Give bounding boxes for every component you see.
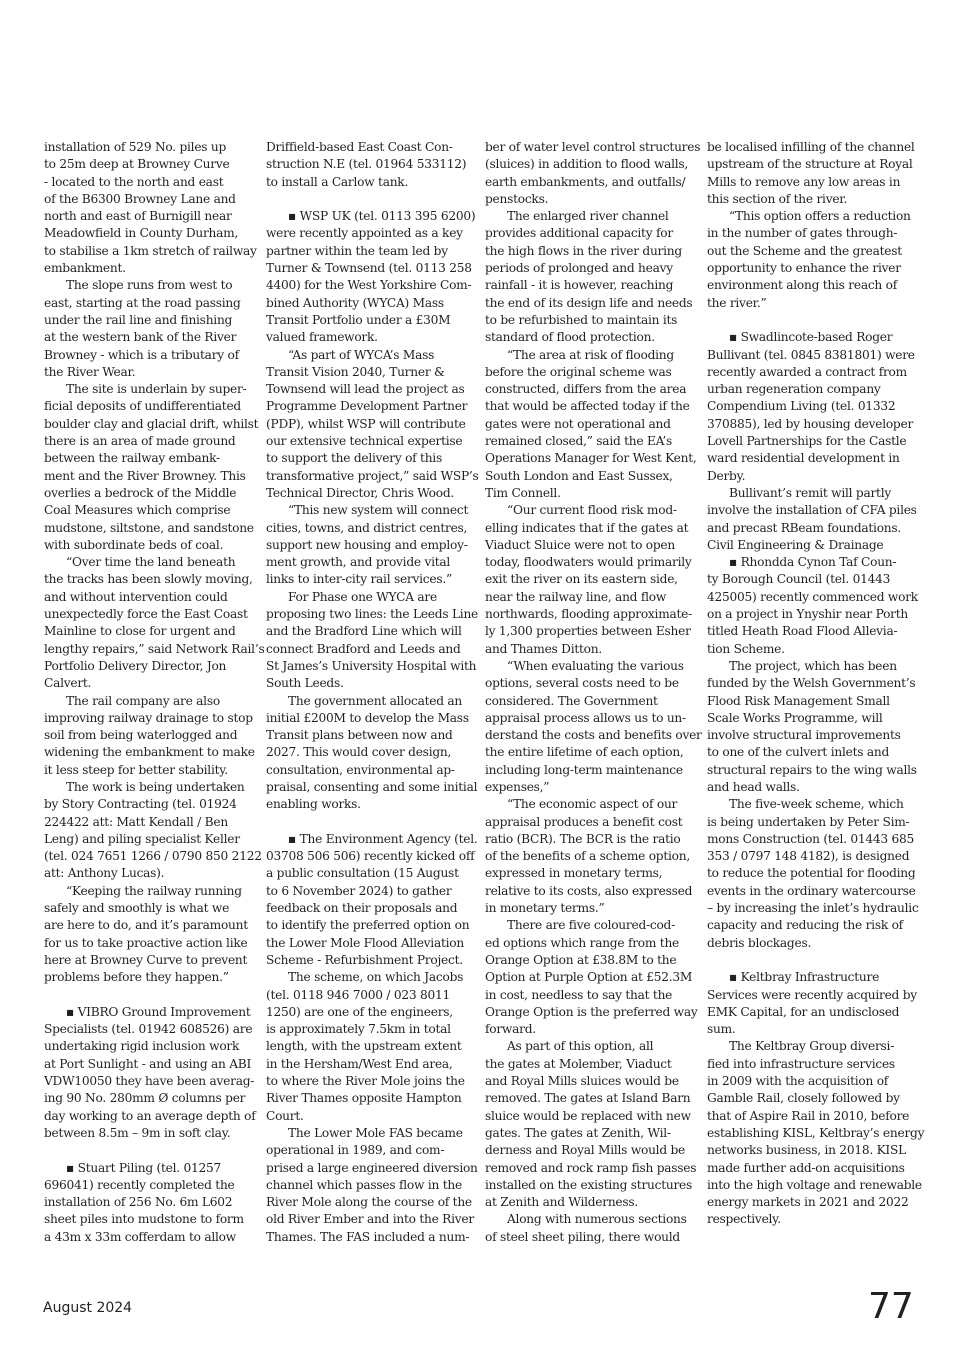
text-line: installation of 529 No. piles up xyxy=(44,140,227,154)
text-line: Scheme - Refurbishment Project. xyxy=(266,952,463,967)
text-line: Option at Purple Option at £52.3M xyxy=(485,970,693,985)
text-line: length, with the upstream extent xyxy=(266,1039,462,1054)
text-line: a public consultation (15 August xyxy=(266,866,459,881)
text-line: respectively. xyxy=(707,1212,781,1227)
text-line: prised a large engineered diversion xyxy=(266,1160,478,1175)
text-line: overlies a bedrock of the Middle xyxy=(44,485,237,500)
text-line: The Keltbray Group diversi- xyxy=(729,1039,895,1054)
text-line: widening the embankment to make xyxy=(44,745,255,760)
text-line: “This new system will connect xyxy=(288,503,469,518)
article-paragraph xyxy=(707,139,921,208)
text-line: the Lower Mole Flood Alleviation xyxy=(266,935,464,950)
text-line: 03708 506 506) recently kicked off xyxy=(266,849,475,864)
text-line: ratio (BCR). The BCR is the ratio xyxy=(485,831,681,846)
text-line: Meadowfield in County Durham, xyxy=(44,226,239,241)
article-paragraph xyxy=(707,329,921,485)
text-line: There are five coloured-cod- xyxy=(507,918,675,933)
text-line: Turner & Townsend (tel. 0113 258 xyxy=(266,261,472,276)
text-line: sum. xyxy=(707,1022,736,1037)
column-4 xyxy=(707,139,925,1229)
text-line: The scheme, on which Jacobs xyxy=(288,970,464,985)
text-line: 425005) recently commenced work xyxy=(707,589,918,604)
article-paragraph xyxy=(266,831,480,969)
text-line: Portfolio Delivery Director, Jon xyxy=(44,658,227,673)
text-line: expenses,” xyxy=(485,779,550,794)
article-paragraph xyxy=(266,139,480,191)
text-line: energy markets in 2021 and 2022 xyxy=(707,1195,909,1210)
text-line: in monetary terms.” xyxy=(485,901,605,916)
text-line: northwards, flooding approximate- xyxy=(485,607,693,622)
text-line: installation of 256 No. 6m L602 xyxy=(44,1195,233,1210)
text-line: the River Wear. xyxy=(44,364,136,379)
text-line: Mainline to close for urgent and xyxy=(44,624,236,639)
text-line: support new housing and employ- xyxy=(266,537,468,552)
text-line: a 43m x 33m cofferdam to allow xyxy=(44,1229,236,1244)
text-line: this section of the river. xyxy=(707,191,848,206)
text-line: lengthy repairs,” said Network Rail’s xyxy=(44,641,265,656)
text-line: EMK Capital, for an undisclosed xyxy=(707,1004,900,1019)
text-line: cities, towns, and district centres, xyxy=(266,520,468,535)
article-paragraph xyxy=(485,796,699,917)
text-line: gates. The gates at Zenith, Wil- xyxy=(485,1125,671,1140)
text-line: River Thames opposite Hampton xyxy=(266,1091,462,1106)
article-paragraph xyxy=(485,1211,699,1246)
text-line: problems before they happen.” xyxy=(44,970,229,985)
text-line: – by increasing the inlet’s hydraulic xyxy=(707,901,919,916)
text-line: opportunity to enhance the river xyxy=(707,261,901,276)
text-line: to stabilise a 1km stretch of railway xyxy=(44,243,257,258)
article-paragraph xyxy=(266,1125,480,1246)
text-line: to install a Carlow tank. xyxy=(266,174,409,189)
text-line: our extensive technical expertise xyxy=(266,434,463,449)
article-paragraph xyxy=(44,693,258,779)
text-line: in the Hersham/West End area, xyxy=(266,1056,453,1071)
text-line: Operations Manager for West Kent, xyxy=(485,451,697,466)
text-line: Coal Measures which comprise xyxy=(44,503,231,518)
text-line: the gates at Molember, Viaduct xyxy=(485,1056,672,1071)
text-line: The government allocated an xyxy=(288,693,463,708)
text-line: enabling works. xyxy=(266,797,361,812)
text-line: valued framework. xyxy=(266,330,378,345)
text-line: and Royal Mills sluices would be xyxy=(485,1074,679,1089)
article-paragraph xyxy=(707,1038,925,1228)
text-line: “Our current flood risk mod- xyxy=(507,503,677,518)
text-line: improving railway drainage to stop xyxy=(44,710,253,725)
text-line: elling indicates that if the gates at xyxy=(485,520,689,535)
text-line: to one of the culvert inlets and xyxy=(707,745,890,760)
text-line: old River Ember and into the River xyxy=(266,1212,474,1227)
text-line: tion Scheme. xyxy=(707,641,785,656)
text-line: The five-week scheme, which xyxy=(729,797,904,812)
text-line: Mills to remove any low areas in xyxy=(707,174,901,189)
text-line: ▪ Stuart Piling (tel. 01257 xyxy=(66,1160,222,1175)
article-paragraph xyxy=(44,277,258,381)
text-line: ficial deposits of undifferentiated xyxy=(44,399,241,414)
text-line: expressed in monetary terms, xyxy=(485,866,663,881)
text-line: to 6 November 2024) to gather xyxy=(266,883,452,898)
text-line: installed on the existing structures xyxy=(485,1177,692,1192)
article-paragraph xyxy=(44,381,258,554)
column-1 xyxy=(44,139,265,1246)
text-line: Flood Risk Management Small xyxy=(707,693,890,708)
text-line: east, starting at the road passing xyxy=(44,295,241,310)
text-line: appraisal process allows us to un- xyxy=(485,710,686,725)
text-line: there is an area of made ground xyxy=(44,434,236,449)
text-line: at the western bank of the River xyxy=(44,330,237,345)
text-line: att: Anthony Lucas). xyxy=(44,866,165,881)
text-line: The slope runs from west to xyxy=(66,278,233,293)
text-line: in cost, needless to say that the xyxy=(485,987,673,1002)
text-line: at Zenith and Wilderness. xyxy=(485,1195,639,1210)
text-line: into the high voltage and renewable xyxy=(707,1177,922,1192)
text-line: The work is being undertaken xyxy=(66,779,245,794)
text-line: “Over time the land beneath xyxy=(66,555,236,570)
text-line: forward. xyxy=(485,1022,536,1037)
text-line: and the Bradford Line which will xyxy=(266,624,462,639)
article-paragraph xyxy=(707,537,921,554)
text-line: VDW10050 they have been averag- xyxy=(44,1074,255,1089)
text-line: Bullivant (tel. 0845 8381801) were xyxy=(707,347,915,362)
text-line: Transit Portfolio under a £30M xyxy=(266,312,451,327)
text-line: upstream of the structure at Royal xyxy=(707,157,913,172)
text-line: provides additional capacity for xyxy=(485,226,673,241)
text-line: partner within the team led by xyxy=(266,243,448,258)
text-line: 696041) recently completed the xyxy=(44,1177,235,1192)
text-line: establishing KISL, Keltbray’s energy xyxy=(707,1125,925,1140)
text-line: the entire lifetime of each option, xyxy=(485,745,684,760)
text-line: involve structural improvements xyxy=(707,728,901,743)
text-line: mons Construction (tel. 01443 685 xyxy=(707,831,915,846)
text-line: channel which passes flow in the xyxy=(266,1177,462,1192)
text-line: titled Heath Road Flood Allevia- xyxy=(707,624,898,639)
article-paragraph xyxy=(266,693,480,814)
text-line: that of Aspire Rail in 2010, before xyxy=(707,1108,910,1123)
text-line: feedback on their proposals and xyxy=(266,901,458,916)
text-line: derstand the costs and benefits over xyxy=(485,728,702,743)
text-line: praisal, consenting and some initial xyxy=(266,779,478,794)
article-paragraph xyxy=(485,917,699,1038)
text-line: Townsend will lead the project as xyxy=(266,382,465,397)
text-line: earth embankments, and outfalls/ xyxy=(485,174,686,189)
text-line: to identify the preferred option on xyxy=(266,918,470,933)
text-line: out the Scheme and the greatest xyxy=(707,243,902,258)
text-line: before the original scheme was xyxy=(485,364,672,379)
text-line: the tracks has been slowly moving, xyxy=(44,572,253,587)
text-line: transformative project,” said WSP’s xyxy=(266,468,479,483)
text-line: of steel sheet piling, there would xyxy=(485,1229,680,1244)
text-line: by Story Contracting (tel. 01924 xyxy=(44,797,237,812)
text-line: unexpectedly force the East Coast xyxy=(44,607,248,622)
text-line: it less steep for better stability. xyxy=(44,762,228,777)
text-line: Specialists (tel. 01942 608526) are xyxy=(44,1022,253,1037)
text-line: here at Browney Curve to prevent xyxy=(44,952,248,967)
text-line: recently awarded a contract from xyxy=(707,364,907,379)
text-line: is being undertaken by Peter Sim- xyxy=(707,814,910,829)
article-paragraph xyxy=(44,779,262,883)
text-line: (PDP), whilst WSP will contribute xyxy=(266,416,466,431)
text-line: Driffield-based East Coast Con- xyxy=(266,140,453,154)
text-line: the river.” xyxy=(707,295,767,310)
text-line: Compendium Living (tel. 01332 xyxy=(707,399,896,414)
text-line: derness and Royal Mills would be xyxy=(485,1143,686,1158)
text-line: Scale Works Programme, will xyxy=(707,710,883,725)
text-line: to be refurbished to maintain its xyxy=(485,312,678,327)
text-line: (tel. 0118 946 7000 / 023 8011 xyxy=(266,987,451,1002)
text-line: Gamble Rail, closely followed by xyxy=(707,1091,900,1106)
text-line: safely and smoothly is what we xyxy=(44,901,230,916)
text-line: day working to an average depth of xyxy=(44,1108,256,1123)
text-line: 1250) are one of the engineers, xyxy=(266,1004,453,1019)
text-line: options, several costs need to be xyxy=(485,676,679,691)
text-line: The enlarged river channel xyxy=(507,209,669,224)
text-line: funded by the Welsh Government’s xyxy=(707,676,916,691)
article-paragraph xyxy=(44,554,265,692)
text-line: (sluices) in addition to flood walls, xyxy=(485,157,689,172)
text-line: ber of water level control structures xyxy=(485,140,701,154)
text-line: for us to take proactive action like xyxy=(44,935,248,950)
text-line: “This option offers a reduction xyxy=(729,209,911,224)
article-paragraph xyxy=(266,347,480,503)
text-line: fied into infrastructure services xyxy=(707,1056,895,1071)
text-line: proposing two lines: the Leeds Line xyxy=(266,607,478,622)
text-line: rainfall - it is however, reaching xyxy=(485,278,674,293)
text-line: “As part of WYCA’s Mass xyxy=(288,347,435,362)
article-paragraph xyxy=(707,969,921,1038)
text-line: the end of its design life and needs xyxy=(485,295,693,310)
article-paragraph xyxy=(44,139,258,277)
text-line: exit the river on its eastern side, xyxy=(485,572,678,587)
text-line: The Lower Mole FAS became xyxy=(288,1125,463,1140)
text-line: sheet piles into mudstone to form xyxy=(44,1212,244,1227)
text-line: including long-term maintenance xyxy=(485,762,683,777)
text-line: made further add-on acquisitions xyxy=(707,1160,905,1175)
text-line: Calvert. xyxy=(44,676,92,691)
text-line: of the benefits of a scheme option, xyxy=(485,849,690,864)
article-paragraph xyxy=(485,139,699,208)
page-number: 77 xyxy=(868,1286,914,1327)
text-line: to where the River Mole joins the xyxy=(266,1074,465,1089)
text-line: Civil Engineering & Drainage xyxy=(707,537,884,552)
text-line: The site is underlain by super- xyxy=(66,382,247,397)
text-line: ty Borough Council (tel. 01443 xyxy=(707,572,891,587)
text-line: links to inter-city rail services.” xyxy=(266,572,452,587)
text-line: embankment. xyxy=(44,261,126,276)
text-line: “The economic aspect of our xyxy=(507,797,678,812)
text-line: were recently appointed as a key xyxy=(266,226,463,241)
article-paragraph xyxy=(266,969,480,1125)
text-line: removed. The gates at Island Barn xyxy=(485,1091,691,1106)
text-line: ment growth, and provide vital xyxy=(266,555,451,570)
text-line: bined Authority (WYCA) Mass xyxy=(266,295,444,310)
text-line: ing 90 No. 280mm Ø columns per xyxy=(44,1091,246,1106)
text-line: networks business, in 2018. KISL xyxy=(707,1143,906,1158)
text-line: consultation, environmental ap- xyxy=(266,762,455,777)
text-line: at Port Sunlight - and using an ABI xyxy=(44,1056,252,1071)
text-line: is approximately 7.5km in total xyxy=(266,1022,451,1037)
text-line: Programme Development Partner xyxy=(266,399,468,414)
column-2 xyxy=(266,139,480,1246)
text-line: For Phase one WYCA are xyxy=(288,589,437,604)
article-paragraph xyxy=(485,658,702,796)
text-line: “When evaluating the various xyxy=(507,658,684,673)
text-line: Transit Vision 2040, Turner & xyxy=(266,364,445,379)
article-paragraph xyxy=(485,1038,699,1211)
text-line: St James’s University Hospital with xyxy=(266,658,477,673)
text-line: ▪ VIBRO Ground Improvement xyxy=(66,1004,251,1019)
text-line: sluice would be replaced with new xyxy=(485,1108,691,1123)
text-line: soil from being waterlogged and xyxy=(44,728,238,743)
text-line: ▪ Swadlincote-based Roger xyxy=(729,330,893,345)
text-line: Thames. The FAS included a num- xyxy=(266,1229,470,1244)
text-line: appraisal produces a benefit cost xyxy=(485,814,683,829)
text-line: and Thames Ditton. xyxy=(485,641,602,656)
text-line: between the railway embank- xyxy=(44,451,220,466)
text-line: 370885), led by housing developer xyxy=(707,416,914,431)
text-line: in the number of gates through- xyxy=(707,226,898,241)
text-line: standard of flood protection. xyxy=(485,330,655,345)
text-line: mudstone, siltstone, and sandstone xyxy=(44,520,254,535)
text-line: ▪ Rhondda Cynon Taf Coun- xyxy=(729,555,897,570)
text-line: As part of this option, all xyxy=(507,1039,654,1054)
text-line: The project, which has been xyxy=(729,658,897,673)
article-paragraph xyxy=(44,1004,258,1142)
article-paragraph xyxy=(266,502,480,588)
text-line: penstocks. xyxy=(485,191,549,206)
text-line: to reduce the potential for flooding xyxy=(707,866,916,881)
text-line: 353 / 0797 148 4182), is designed xyxy=(707,849,910,864)
text-line: be localised infilling of the channel xyxy=(707,140,915,154)
text-line: and precast RBeam foundations. xyxy=(707,520,902,535)
text-line: under the rail line and finishing xyxy=(44,312,233,327)
text-line: Transit plans between now and xyxy=(266,728,453,743)
text-line: with subordinate beds of coal. xyxy=(44,537,224,552)
text-line: and without intervention could xyxy=(44,589,228,604)
text-line: that would be affected today if the xyxy=(485,399,690,414)
text-line: River Mole along the course of the xyxy=(266,1195,472,1210)
text-line: events in the ordinary watercourse xyxy=(707,883,916,898)
text-line: 2027. This would cover design, xyxy=(266,745,452,760)
article-paragraph xyxy=(44,883,258,987)
footer-date: August 2024 xyxy=(43,1300,133,1316)
text-line: ward residential development in xyxy=(707,451,900,466)
text-line: 224422 att: Matt Kendall / Ben xyxy=(44,814,228,829)
text-line: involve the installation of CFA piles xyxy=(707,503,917,518)
text-line: Leng) and piling specialist Keller xyxy=(44,831,240,846)
text-line: in 2009 with the acquisition of xyxy=(707,1074,889,1089)
text-line: Orange Option is the preferred way xyxy=(485,1004,698,1019)
article-paragraph xyxy=(44,1160,258,1246)
text-line: 4400) for the West Yorkshire Com- xyxy=(266,278,472,293)
article-paragraph xyxy=(707,658,921,796)
text-line: are here to do, and it’s paramount xyxy=(44,918,248,933)
column-3 xyxy=(485,139,702,1246)
text-line: ▪ Keltbray Infrastructure xyxy=(729,970,880,985)
text-line: “Keeping the railway running xyxy=(66,883,242,898)
text-line: undertaking rigid inclusion work xyxy=(44,1039,240,1054)
text-line: the high flows in the river during xyxy=(485,243,682,258)
text-line: - located to the north and east xyxy=(44,174,224,189)
text-line: South London and East Sussex, xyxy=(485,468,673,483)
article-paragraph xyxy=(266,208,480,346)
text-line: Along with numerous sections xyxy=(507,1212,687,1227)
text-line: Derby. xyxy=(707,468,746,483)
text-line: Viaduct Sluice were not to open xyxy=(485,537,675,552)
text-line: urban regeneration company xyxy=(707,382,881,397)
text-line: between 8.5m – 9m in soft clay. xyxy=(44,1125,231,1140)
article-paragraph xyxy=(485,502,699,658)
text-line: north and east of Burnigill near xyxy=(44,209,232,224)
text-line: Technical Director, Chris Wood. xyxy=(266,485,455,500)
text-line: ment and the River Browney. This xyxy=(44,468,246,483)
text-line: and head walls. xyxy=(707,779,800,794)
text-line: initial £200M to develop the Mass xyxy=(266,710,469,725)
text-line: boulder clay and glacial drift, whilst xyxy=(44,416,259,431)
text-line: constructed, differs from the area xyxy=(485,382,687,397)
text-line: debris blockages. xyxy=(707,935,812,950)
text-line: near the railway line, and flow xyxy=(485,589,667,604)
article-paragraph xyxy=(707,554,921,658)
text-line: (tel. 024 7651 1266 / 0790 850 2122 xyxy=(44,849,262,864)
article-paragraph xyxy=(707,208,921,312)
text-line: today, floodwaters would primarily xyxy=(485,555,692,570)
text-line: capacity and reducing the risk of xyxy=(707,918,903,933)
text-line: ed options which range from the xyxy=(485,935,680,950)
text-line: remained closed,” said the EA’s xyxy=(485,434,673,449)
text-line: struction N.E (tel. 01964 533112) xyxy=(266,157,467,172)
text-line: Court. xyxy=(266,1108,304,1123)
text-line: The rail company are also xyxy=(66,693,220,708)
article-paragraph xyxy=(485,347,699,503)
article-paragraph xyxy=(266,589,480,693)
text-line: South Leeds. xyxy=(266,676,344,691)
text-line: Services were recently acquired by xyxy=(707,987,917,1002)
text-line: environment along this reach of xyxy=(707,278,897,293)
text-line: of the B6300 Browney Lane and xyxy=(44,191,236,206)
text-line: Tim Connell. xyxy=(485,485,561,500)
article-paragraph xyxy=(707,796,921,952)
text-line: ▪ WSP UK (tel. 0113 395 6200) xyxy=(288,209,476,224)
text-line: Browney - which is a tributary of xyxy=(44,347,239,362)
text-line: Lovell Partnerships for the Castle xyxy=(707,434,907,449)
text-line: periods of prolonged and heavy xyxy=(485,261,673,276)
text-line: connect Bradford and Leeds and xyxy=(266,641,461,656)
text-line: removed and rock ramp fish passes xyxy=(485,1160,697,1175)
text-line: considered. The Government xyxy=(485,693,658,708)
text-line: gates were not operational and xyxy=(485,416,671,431)
text-line: on a project in Ynyshir near Porth xyxy=(707,607,909,622)
text-line: relative to its costs, also expressed xyxy=(485,883,693,898)
article-paragraph xyxy=(707,485,921,537)
text-line: to 25m deep at Browney Curve xyxy=(44,157,230,172)
text-line: to support the delivery of this xyxy=(266,451,442,466)
article-paragraph xyxy=(485,208,699,346)
text-line: structural repairs to the wing walls xyxy=(707,762,917,777)
text-line: “The area at risk of flooding xyxy=(507,347,674,362)
text-line: ly 1,300 properties between Esher xyxy=(485,624,691,639)
text-line: Orange Option at £38.8M to the xyxy=(485,952,677,967)
text-line: ▪ The Environment Agency (tel. xyxy=(288,831,478,846)
text-line: operational in 1989, and com- xyxy=(266,1143,445,1158)
text-line: Bullivant’s remit will partly xyxy=(729,485,891,500)
